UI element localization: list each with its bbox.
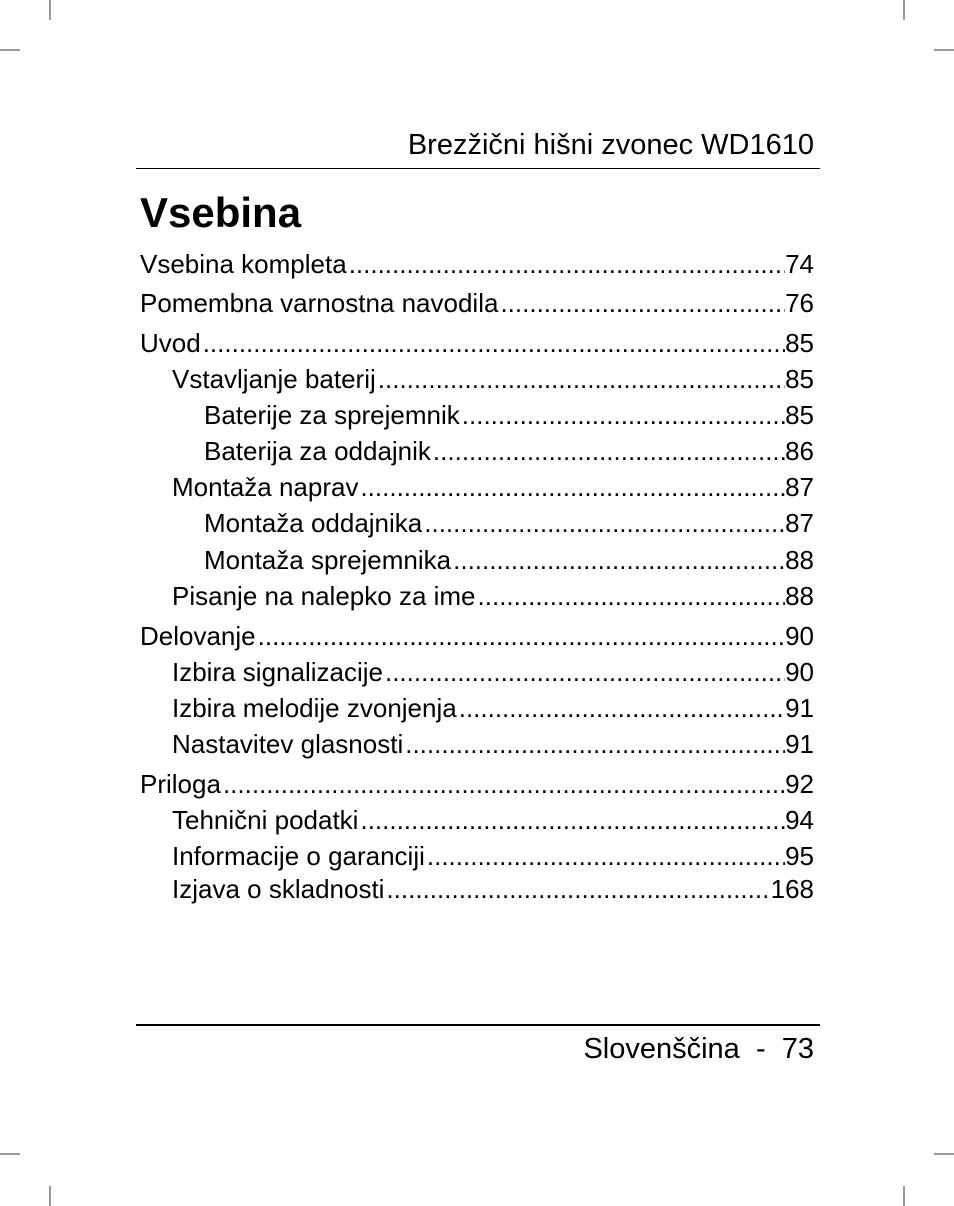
page-footer (583, 1031, 814, 1067)
toc-entry[interactable] (172, 691, 814, 725)
toc-leader-dots (384, 872, 770, 906)
toc-page-number: 91 (785, 693, 814, 723)
toc-leader-dots (425, 839, 785, 873)
toc-leader-dots (383, 655, 785, 689)
toc-entry-label: Pisanje na nalepko za ime (172, 581, 476, 611)
toc-entry[interactable] (172, 655, 814, 689)
toc-page-number: 91 (785, 729, 814, 759)
toc-entry-label: Vsebina kompleta (140, 249, 347, 279)
toc-entry-label: Baterije za sprejemnik (204, 400, 460, 430)
toc-leader-dots (347, 247, 785, 281)
toc-entry[interactable] (172, 727, 814, 761)
page-heading: Vsebina (140, 189, 302, 236)
header-rule (136, 168, 820, 169)
toc-entry-label: Nastavitev glasnosti (172, 729, 404, 759)
toc-entry-label: Montaža naprav (172, 472, 359, 502)
toc-entry[interactable] (172, 872, 814, 906)
toc-entry[interactable] (172, 470, 814, 504)
toc-entry[interactable] (140, 767, 814, 801)
toc-page-number: 74 (785, 249, 814, 279)
toc-page-number: 86 (785, 436, 814, 466)
toc-entry[interactable] (172, 839, 814, 873)
toc-entry-label: Tehnični podatki (172, 805, 359, 835)
crop-mark-top-right-vertical (903, 0, 905, 20)
toc-page-number: 94 (785, 805, 814, 835)
footer-separator: - (755, 1033, 766, 1065)
toc-leader-dots (457, 691, 785, 725)
toc-leader-dots (403, 727, 785, 761)
toc-entry[interactable] (204, 506, 814, 540)
toc-entry-label: Montaža oddajnika (204, 508, 423, 538)
toc-entry-label: Montaža sprejemnika (204, 545, 452, 575)
toc-entry-label: Uvod (140, 328, 201, 358)
toc-entry-label: Priloga (140, 769, 221, 799)
toc-entry[interactable] (140, 619, 814, 653)
toc-page-number: 88 (785, 545, 814, 575)
toc-leader-dots (221, 767, 785, 801)
toc-leader-dots (422, 506, 785, 540)
toc-leader-dots (256, 619, 785, 653)
crop-mark-bottom-left-vertical (49, 1186, 51, 1206)
toc-leader-dots (476, 579, 786, 613)
toc-leader-dots (431, 434, 785, 468)
toc-leader-dots (358, 803, 785, 837)
crop-mark-bottom-left-horizontal (0, 1153, 20, 1155)
crop-mark-top-right-horizontal (934, 49, 954, 51)
page-number: 73 (781, 1033, 814, 1065)
crop-mark-top-left-horizontal (0, 49, 20, 51)
toc-entry-label: Izjava o skladnosti (172, 874, 385, 904)
toc-entry[interactable] (140, 247, 814, 281)
footer-rule (136, 1024, 820, 1026)
toc-entry-label: Baterija za oddajnik (204, 436, 431, 466)
toc-entry[interactable] (204, 398, 814, 432)
toc-entry[interactable] (204, 543, 814, 577)
toc-page-number: 85 (785, 400, 814, 430)
toc-entry-label: Vstavljanje baterij (172, 364, 376, 394)
toc-entry-label: Delovanje (140, 621, 256, 651)
toc-page-number: 168 (770, 874, 814, 904)
toc-entry-label: Izbira melodije zvonjenja (172, 693, 457, 723)
toc-page-number: 87 (785, 508, 814, 538)
crop-mark-bottom-right-horizontal (934, 1153, 954, 1155)
toc-leader-dots (451, 543, 785, 577)
toc-page-number: 95 (785, 841, 814, 871)
toc-entry[interactable] (172, 579, 814, 613)
toc-leader-dots (460, 398, 785, 432)
toc-entry[interactable] (172, 362, 814, 396)
toc-page-number: 85 (785, 328, 814, 358)
toc-entry-label: Informacije o garanciji (172, 841, 425, 871)
toc-entry[interactable] (204, 434, 814, 468)
toc-leader-dots (358, 470, 785, 504)
toc-page-number: 90 (785, 621, 814, 651)
toc-leader-dots (376, 362, 785, 396)
toc-page-number: 85 (785, 364, 814, 394)
running-header-title: Brezžični hišni zvonec WD1610 (407, 129, 814, 161)
toc-page-number: 92 (785, 769, 814, 799)
toc-leader-dots (498, 286, 785, 320)
crop-mark-top-left-vertical (49, 0, 51, 20)
toc-entry[interactable] (172, 803, 814, 837)
footer-language: Slovenščina (583, 1033, 740, 1065)
toc-page-number: 76 (785, 288, 814, 318)
toc-leader-dots (201, 326, 785, 360)
toc-entry-label: Izbira signalizacije (172, 657, 383, 687)
toc-entry-label: Pomembna varnostna navodila (140, 288, 499, 318)
toc-page-number: 87 (785, 472, 814, 502)
toc-page-number: 88 (785, 581, 814, 611)
toc-page-number: 90 (785, 657, 814, 687)
toc-entry[interactable] (140, 326, 814, 360)
toc-entry[interactable] (140, 286, 814, 320)
crop-mark-bottom-right-vertical (903, 1186, 905, 1206)
